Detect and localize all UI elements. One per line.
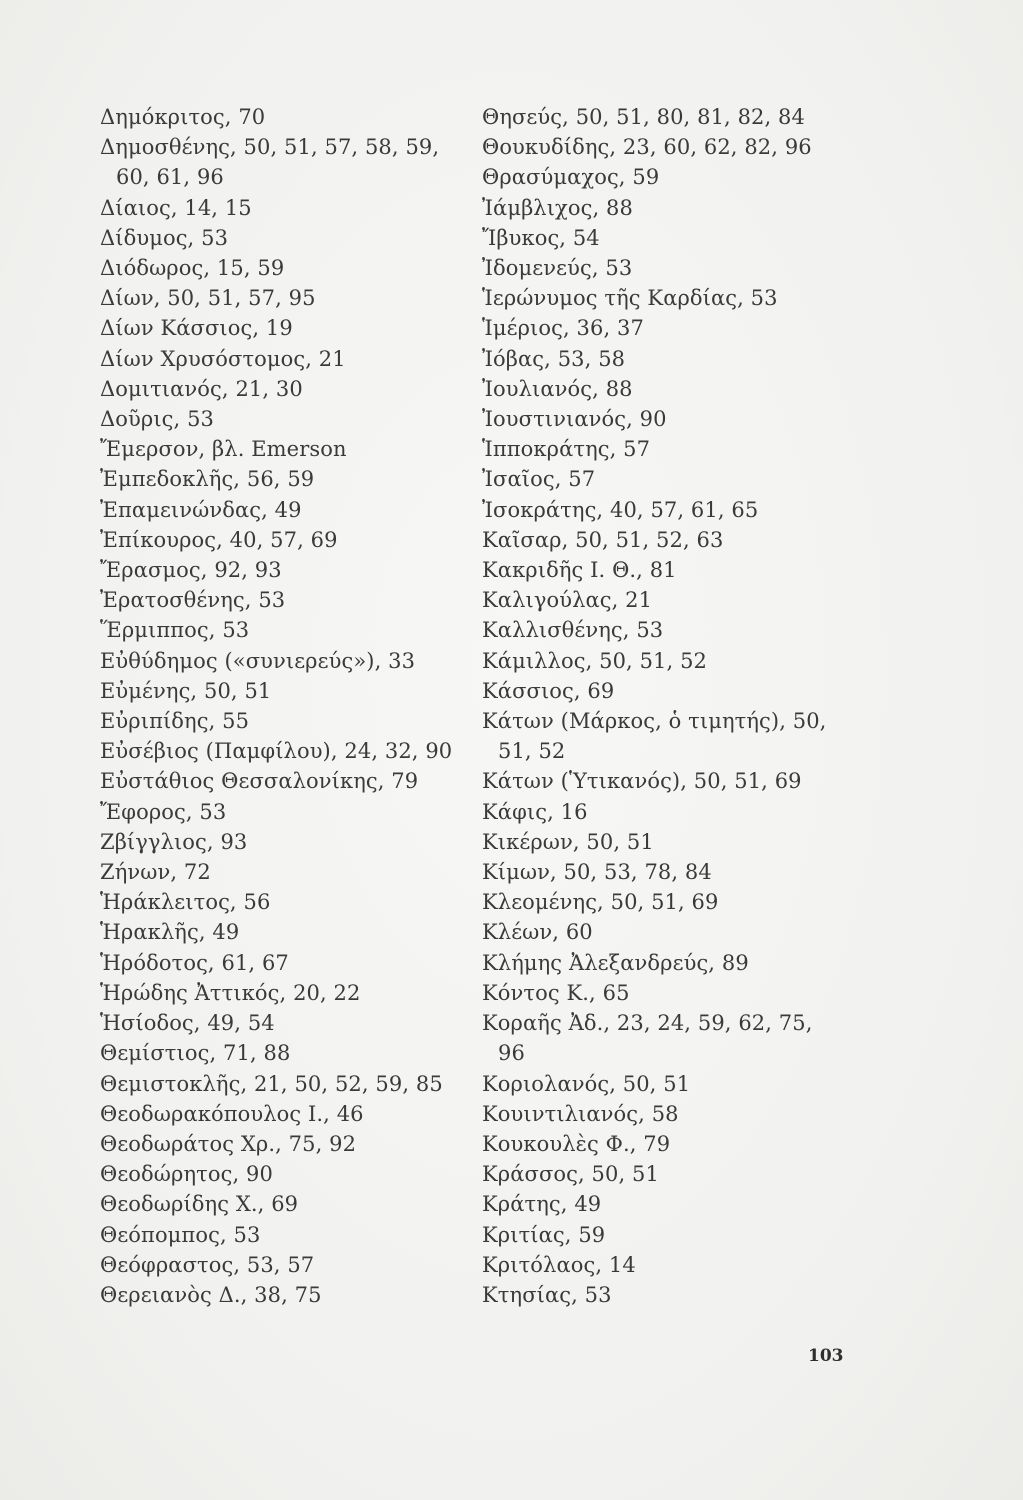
index-entry: Κάμιλλος, 50, 51, 52 [482, 648, 707, 673]
index-entry: Ἐπαμεινώνδας, 49 [100, 497, 302, 522]
index-entry-continuation: 96 [498, 1041, 525, 1066]
index-entry: Ἡρακλῆς, 49 [100, 920, 240, 945]
index-entry: Ἱερώνυμος τῆς Καρδίας, 53 [482, 286, 778, 311]
index-entry: Ἰόβας, 53, 58 [482, 346, 626, 371]
index-entry: Θεμίστιος, 71, 88 [100, 1041, 291, 1066]
index-entry: Θεόπομπος, 53 [100, 1222, 261, 1247]
index-entry: Εὐθύδημος («συνιερεύς»), 33 [100, 648, 416, 673]
index-entry: Θεμιστοκλῆς, 21, 50, 52, 59, 85 [100, 1071, 443, 1096]
index-entry: Καλλισθένης, 53 [482, 618, 664, 643]
index-entry: Ἴβυκος, 54 [482, 225, 600, 250]
index-entry: Δίαιος, 14, 15 [100, 195, 252, 220]
index-entry: Ἐπίκουρος, 40, 57, 69 [100, 527, 338, 552]
index-entry: Εὐστάθιος Θεσσαλονίκης, 79 [100, 769, 419, 794]
index-entry: Εὐσέβιος (Παμφίλου), 24, 32, 90 [100, 739, 453, 764]
page-number: 103 [808, 1346, 844, 1366]
index-entry: Δημοσθένης, 50, 51, 57, 58, 59, [100, 135, 440, 160]
index-entry: Κάσσιος, 69 [482, 678, 615, 703]
index-entry: Θερειανὸς Δ., 38, 75 [100, 1282, 322, 1307]
index-entry: Θρασύμαχος, 59 [482, 165, 660, 190]
index-entry: Ἰάμβλιχος, 88 [482, 195, 633, 220]
index-entry-continuation: 60, 61, 96 [116, 165, 224, 190]
index-entry: Κράσσος, 50, 51 [482, 1162, 659, 1187]
index-entry: Εὐμένης, 50, 51 [100, 678, 272, 703]
index-entry: Ἐμπεδοκλῆς, 56, 59 [100, 467, 315, 492]
index-entry: Κίμων, 50, 53, 78, 84 [482, 860, 712, 885]
index-entry: Δίων Χρυσόστομος, 21 [100, 346, 346, 371]
index-entry: Κράτης, 49 [482, 1192, 602, 1217]
index-entry: Κικέρων, 50, 51 [482, 829, 654, 854]
index-entry: Κλήμης Ἀλεξανδρεύς, 89 [482, 950, 749, 975]
index-entry: Κάτων (Μάρκος, ὁ τιμητής), 50, [482, 709, 827, 734]
index-entry: Ἕρμιππος, 53 [100, 618, 250, 643]
index-entry: Καῖσαρ, 50, 51, 52, 63 [482, 527, 724, 552]
index-entry: Ἔμερσον, βλ. Emerson [100, 437, 347, 462]
index-entry: Καλιγούλας, 21 [482, 588, 653, 613]
index-entry: Ἐρατοσθένης, 53 [100, 588, 286, 613]
index-entry: Ἔφορος, 53 [100, 799, 227, 824]
index-entry: Κοραῆς Ἀδ., 23, 24, 59, 62, 75, [482, 1011, 813, 1036]
index-entry: Δίδυμος, 53 [100, 225, 229, 250]
index-entry: Κάφις, 16 [482, 799, 588, 824]
index-entry: Ἔρασμος, 92, 93 [100, 558, 282, 583]
index-entry: Ἡρόδοτος, 61, 67 [100, 950, 289, 975]
index-entry: Κτησίας, 53 [482, 1282, 612, 1307]
index-entry: Ἰσοκράτης, 40, 57, 61, 65 [482, 497, 759, 522]
index-entry: Ἡσίοδος, 49, 54 [100, 1011, 275, 1036]
index-entry: Ἰουλιανός, 88 [482, 376, 633, 401]
index-entry: Δοῦρις, 53 [100, 407, 214, 432]
index-entry: Εὐριπίδης, 55 [100, 709, 250, 734]
index-entry: Διόδωρος, 15, 59 [100, 256, 285, 281]
index-entry: Θεοδώρητος, 90 [100, 1162, 273, 1187]
index-entry: Ἰσαῖος, 57 [482, 467, 596, 492]
index-entry: Θεοδωράτος Χρ., 75, 92 [100, 1131, 357, 1156]
index-entry: Δίων, 50, 51, 57, 95 [100, 286, 316, 311]
index-entry: Θεοδωρακόπουλος Ι., 46 [100, 1101, 364, 1126]
index-entry: Ἡράκλειτος, 56 [100, 890, 271, 915]
index-entry: Ζβίγγλιος, 93 [100, 829, 248, 854]
index-entry: Δημόκριτος, 70 [100, 105, 266, 129]
index-entry: Θουκυδίδης, 23, 60, 62, 82, 96 [482, 135, 812, 160]
index-entry: Ἡρώδης Ἀττικός, 20, 22 [100, 980, 361, 1005]
index-entry: Κριτόλαος, 14 [482, 1252, 636, 1277]
index-entry: Κλέων, 60 [482, 920, 593, 945]
index-entry: Θεόφραστος, 53, 57 [100, 1252, 315, 1277]
index-entry: Δομιτιανός, 21, 30 [100, 376, 303, 401]
index-entry: Κριτίας, 59 [482, 1222, 606, 1247]
index-entry: Κουιντιλιανός, 58 [482, 1101, 679, 1126]
index-entry: Κόντος Κ., 65 [482, 980, 630, 1005]
index-entry: Κοριολανός, 50, 51 [482, 1071, 691, 1096]
index-column-left [100, 102, 480, 1310]
index-entry: Ἱπποκράτης, 57 [482, 437, 651, 462]
index-entry: Ἱμέριος, 36, 37 [482, 316, 644, 341]
index-entry-continuation: 51, 52 [498, 739, 566, 764]
index-entry: Κλεομένης, 50, 51, 69 [482, 890, 719, 915]
index-entry: Κουκουλὲς Φ., 79 [482, 1131, 671, 1156]
index-entry: Ζήνων, 72 [100, 860, 211, 885]
index-entry: Κάτων (Ὑτικανός), 50, 51, 69 [482, 769, 802, 794]
index-entry: Κακριδῆς Ι. Θ., 81 [482, 558, 677, 583]
index-column-right [482, 102, 882, 1310]
index-entry: Θεοδωρίδης Χ., 69 [100, 1192, 299, 1217]
index-entry: Δίων Κάσσιος, 19 [100, 316, 293, 341]
index-entry: Ἰδομενεύς, 53 [482, 256, 633, 281]
index-entry: Θησεύς, 50, 51, 80, 81, 82, 84 [482, 105, 805, 129]
index-entry: Ἰουστινιανός, 90 [482, 407, 667, 432]
